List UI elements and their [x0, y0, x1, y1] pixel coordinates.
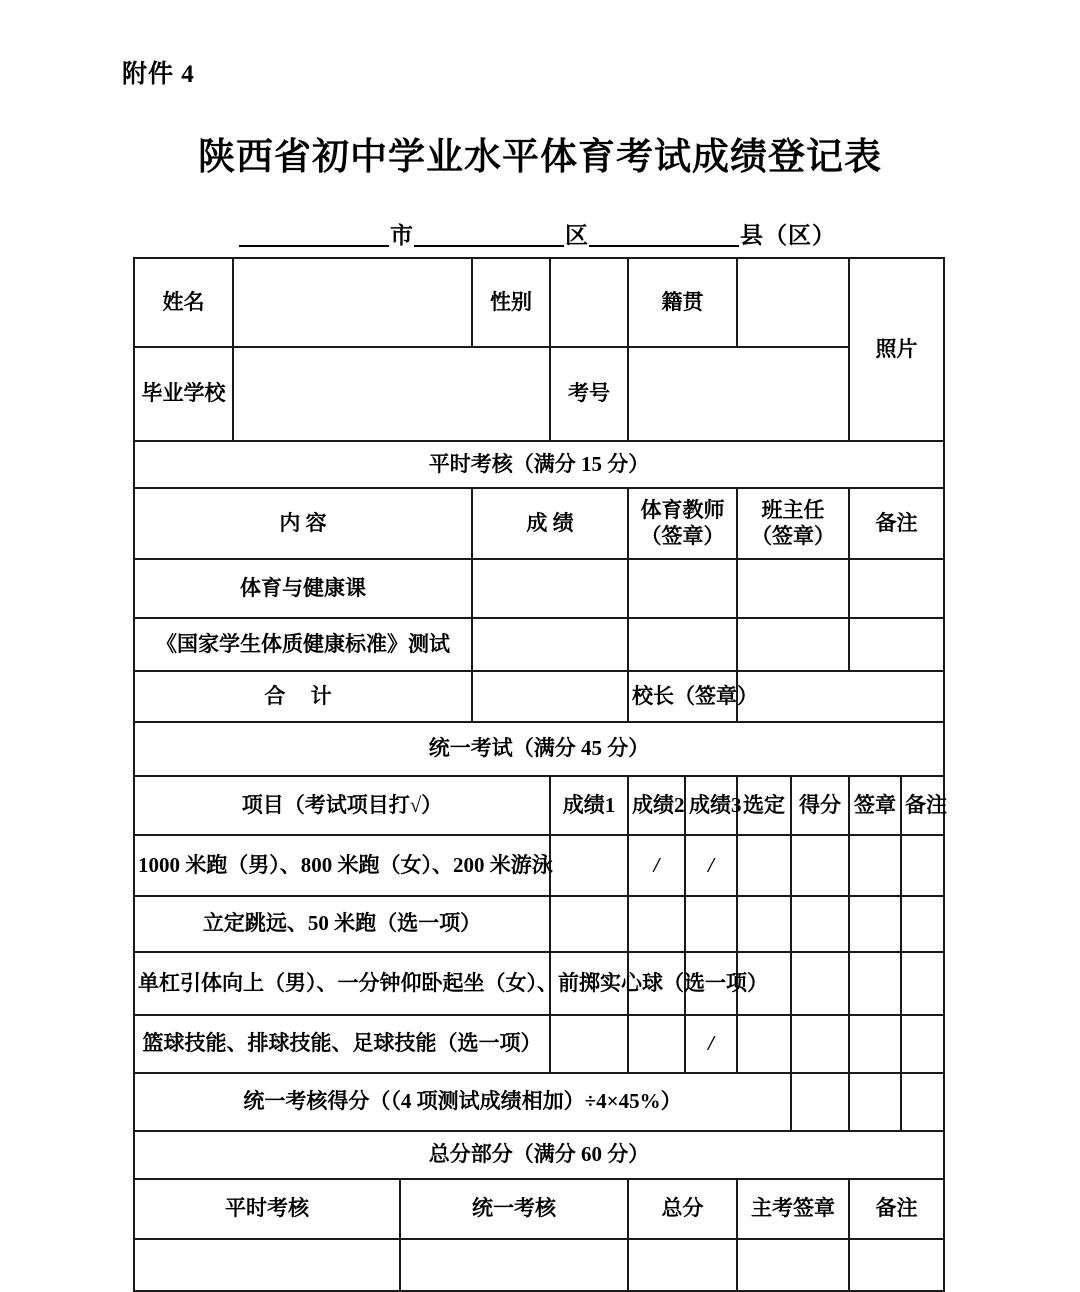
col-header-item: 项目（考试项目打√） [134, 776, 550, 835]
gender-value-field[interactable] [550, 258, 628, 347]
unified-result-points-field[interactable] [791, 1073, 849, 1131]
daily-row-content-1: 《国家学生体质健康标准》测试 [134, 618, 472, 671]
daily-row-score-1[interactable] [472, 618, 628, 671]
unified-selected-0[interactable] [737, 835, 791, 896]
table-row-total-values [134, 1239, 944, 1291]
table-row-total-banner [134, 1131, 944, 1179]
unified-item-3: 篮球技能、排球技能、足球技能（选一项） [134, 1015, 550, 1073]
col-header-unified-remark: 备注 [901, 776, 944, 835]
unified-score1-1[interactable] [550, 896, 628, 952]
col-header-pe-teacher [628, 488, 737, 559]
table-row-unified-header [134, 776, 944, 835]
unified-score1-3[interactable] [550, 1015, 628, 1073]
col-header-head-teacher-line1: 班主任 [761, 497, 825, 522]
unified-item-0: 1000 米跑（男）、800 米跑（女）、200 米游泳 [134, 835, 550, 896]
col-header-pe-teacher-line2: （签章） [640, 523, 725, 548]
table-row-daily-banner [134, 441, 944, 488]
unified-selected-3[interactable] [737, 1015, 791, 1073]
gender-label: 性别 [472, 258, 550, 347]
city-blank-field[interactable] [239, 219, 389, 247]
unified-score3-3[interactable]: / [685, 1015, 737, 1073]
unified-signature-0[interactable] [849, 835, 901, 896]
unified-result-remark-field[interactable] [901, 1073, 944, 1131]
school-value-field[interactable] [233, 347, 550, 441]
photo-placeholder: 照片 [849, 258, 944, 441]
daily-row-score-0[interactable] [472, 559, 628, 618]
table-row-daily-header [134, 488, 944, 559]
total-unified-value-field[interactable] [400, 1239, 628, 1291]
county-blank-field[interactable] [589, 219, 739, 247]
unified-score1-0[interactable] [550, 835, 628, 896]
col-header-score2: 成绩2 [628, 776, 685, 835]
daily-row-pe-teacher-0[interactable] [628, 559, 737, 618]
table-row-unified-result [134, 1073, 944, 1131]
unified-points-2[interactable] [791, 952, 849, 1015]
col-header-points: 得分 [791, 776, 849, 835]
col-header-total-remark: 备注 [849, 1179, 944, 1239]
table-row [134, 559, 944, 618]
table-row [134, 1015, 944, 1073]
unified-score2-3[interactable] [628, 1015, 685, 1073]
unified-remark-3[interactable] [901, 1015, 944, 1073]
origin-label: 籍贯 [628, 258, 737, 347]
col-header-total-daily: 平时考核 [134, 1179, 400, 1239]
col-header-content: 内 容 [134, 488, 472, 559]
col-header-selected: 选定 [737, 776, 791, 835]
col-header-score1: 成绩1 [550, 776, 628, 835]
daily-row-head-teacher-1[interactable] [737, 618, 849, 671]
table-row-unified-banner [134, 722, 944, 776]
unified-item-2: 单杠引体向上（男）、一分钟仰卧起坐（女）、前掷实心球（选一项） [134, 952, 550, 1015]
total-daily-value-field[interactable] [134, 1239, 400, 1291]
unified-score2-1[interactable] [628, 896, 685, 952]
col-header-score: 成 绩 [472, 488, 628, 559]
table-row-daily-total [134, 671, 944, 722]
attachment-label: 附件 4 [122, 61, 195, 88]
unified-points-0[interactable] [791, 835, 849, 896]
origin-value-field[interactable] [737, 258, 849, 347]
col-header-signature: 签章 [849, 776, 901, 835]
daily-row-remark-0[interactable] [849, 559, 944, 618]
daily-total-label: 合 计 [134, 671, 472, 722]
daily-row-remark-1[interactable] [849, 618, 944, 671]
unified-signature-3[interactable] [849, 1015, 901, 1073]
col-header-score3: 成绩3 [685, 776, 737, 835]
col-header-head-teacher-line2: （签章） [751, 523, 835, 548]
score-registration-table [133, 257, 945, 1292]
col-header-pe-teacher-line1: 体育教师 [640, 497, 725, 522]
region-fill-in-line [133, 213, 943, 247]
principal-signature-field[interactable] [737, 671, 944, 722]
table-row-total-header [134, 1179, 944, 1239]
name-label: 姓名 [134, 258, 233, 347]
exam-no-label: 考号 [550, 347, 628, 441]
daily-row-head-teacher-0[interactable] [737, 559, 849, 618]
unified-points-1[interactable] [791, 896, 849, 952]
col-header-total-unified: 统一考核 [400, 1179, 628, 1239]
unified-score2-0[interactable]: / [628, 835, 685, 896]
unified-result-signature-field[interactable] [849, 1073, 901, 1131]
table-row [134, 835, 944, 896]
total-remark-field[interactable] [849, 1239, 944, 1291]
col-header-head-teacher [737, 488, 849, 559]
unified-score3-1[interactable] [685, 896, 737, 952]
unified-exam-banner: 统一考试（满分 45 分） [134, 722, 944, 776]
school-label: 毕业学校 [134, 347, 233, 441]
unified-remark-1[interactable] [901, 896, 944, 952]
unified-selected-1[interactable] [737, 896, 791, 952]
table-row [134, 896, 944, 952]
name-value-field[interactable] [233, 258, 472, 347]
total-score-value-field[interactable] [628, 1239, 737, 1291]
exam-no-value-field[interactable] [628, 347, 849, 441]
unified-score3-0[interactable]: / [685, 835, 737, 896]
district-blank-field[interactable] [414, 219, 564, 247]
chief-signature-field[interactable] [737, 1239, 849, 1291]
page-title: 陕西省初中学业水平体育考试成绩登记表 [198, 137, 882, 178]
daily-row-pe-teacher-1[interactable] [628, 618, 737, 671]
city-label: 市 [390, 223, 413, 248]
unified-remark-2[interactable] [901, 952, 944, 1015]
col-header-chief-signature: 主考签章 [737, 1179, 849, 1239]
daily-total-value-field[interactable] [472, 671, 628, 722]
table-row-personal-1 [134, 258, 944, 347]
unified-signature-2[interactable] [849, 952, 901, 1015]
col-header-remark: 备注 [849, 488, 944, 559]
unified-points-3[interactable] [791, 1015, 849, 1073]
table-row [134, 952, 944, 1015]
district-label: 区 [565, 223, 588, 248]
unified-result-label: 统一考核得分（（4 项测试成绩相加）÷4×45%） [134, 1073, 791, 1131]
principal-signature-label: 校长（签章） [628, 671, 737, 722]
unified-signature-1[interactable] [849, 896, 901, 952]
col-header-total-score: 总分 [628, 1179, 737, 1239]
unified-item-1: 立定跳远、50 米跑（选一项） [134, 896, 550, 952]
daily-row-content-0: 体育与健康课 [134, 559, 472, 618]
unified-remark-0[interactable] [901, 835, 944, 896]
table-row-personal-2 [134, 347, 944, 441]
table-row [134, 618, 944, 671]
daily-assessment-banner: 平时考核（满分 15 分） [134, 441, 944, 488]
county-label: 县（区） [740, 223, 836, 248]
total-section-banner: 总分部分（满分 60 分） [134, 1131, 944, 1179]
